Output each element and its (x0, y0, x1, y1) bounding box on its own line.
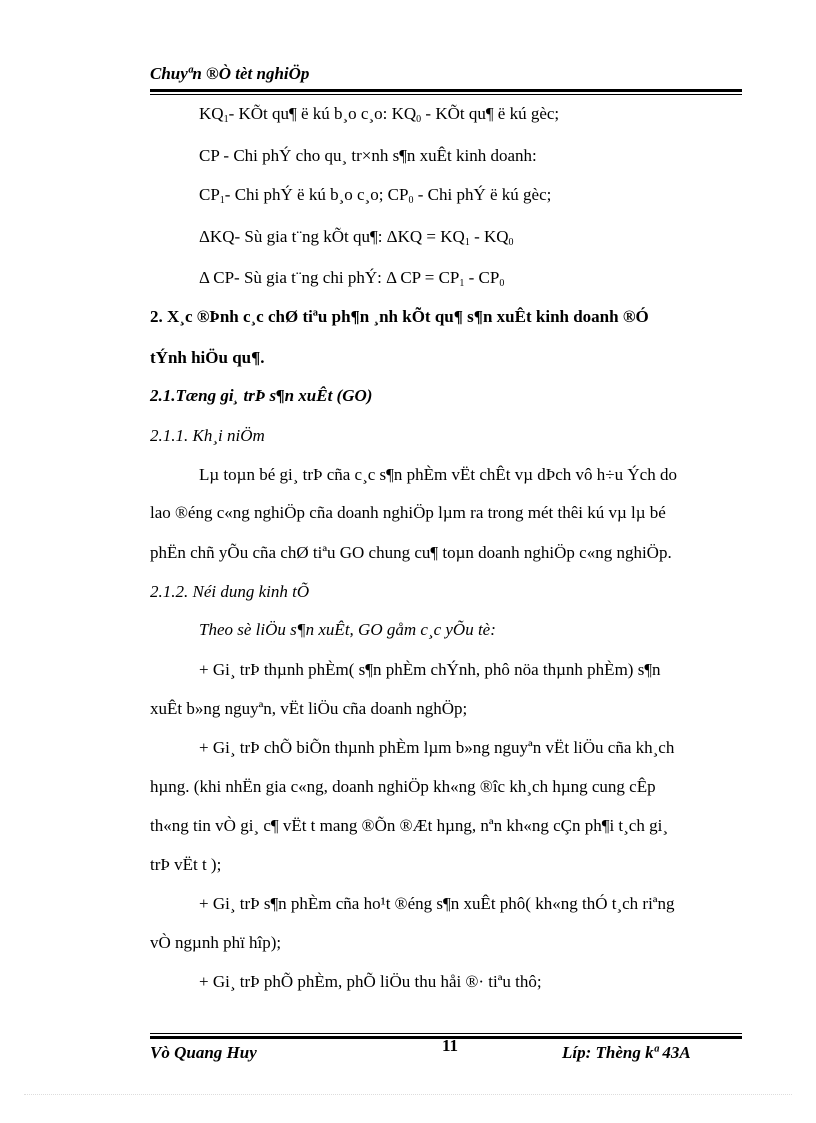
item-2-line-4: trÞ vËt t ); (150, 855, 222, 874)
definition-line-2: lao ®éng c«ng nghiÖp cña doanh nghiÖp lµm ra trong mét thêi kú vµ lµ bé (150, 503, 666, 522)
section-2-1-1-title: 2.1.1. Kh¸i niÖm (150, 426, 265, 445)
section-2-heading-cont: tÝnh hiÖu qu¶. (150, 348, 265, 367)
item-2-line-3: th«ng tin vÒ gi¸ c¶ vËt t mang ®Õn ®Æt hµng, nªn kh«ng cÇn ph¶i t¸ch gi¸ (150, 816, 668, 835)
item-3-line-1: + Gi¸ trÞ s¶n phÈm cña ho¹t ®éng s¶n xuÊt phô( kh«ng thÓ t¸ch riªng (199, 894, 675, 913)
formula-kq: $KQ_1-$ KÕt qu¶ ë kú b¸o c¸o: $KQ_0$ - KÕt qu¶ ë kú gèc; (199, 104, 560, 125)
footer-class: Líp: Thèng kª 43A (562, 1043, 691, 1062)
footer-author: Vò Quang Huy (150, 1043, 257, 1062)
page-number: 11 (442, 1036, 459, 1055)
item-2-line-2: hµng. (khi nhËn gia c«ng, doanh nghiÖp kh«ng ®îc kh¸ch hµng cung cÊp (150, 777, 656, 796)
content-intro: Theo sè liÖu s¶n xuÊt, GO gåm c¸c yÕu tè: (199, 620, 496, 639)
header-rule-thin (150, 94, 742, 95)
definition-line-3: phËn chñ yÕu cña chØ tiªu GO chung cu¶ toµn doanh nghiÖp c«ng nghiÖp. (150, 543, 672, 562)
formula-delta-kq: ΔKQ- Sù gia t¨ng kÕt qu¶: $\Delta KQ = KQ_1 - KQ_0$ (199, 227, 514, 248)
item-1-line-2: xuÊt b»ng nguyªn, vËt liÖu cña doanh nghÖp; (150, 699, 468, 718)
item-1-line-1: + Gi¸ trÞ thµnh phÈm( s¶n phÈm chÝnh, phô nöa thµnh phÈm) s¶n (199, 660, 661, 679)
section-2-heading: 2. X¸c ®Þnh c¸c chØ tiªu ph¶n ¸nh kÕt qu¶ s¶n xuÊt kinh doanh ®Ó (150, 307, 649, 326)
page-bottom-dotted-line (24, 1094, 792, 1095)
section-2-1-2-title: 2.1.2. Néi dung kinh tÕ (150, 582, 310, 601)
header-rule-thick (150, 89, 742, 92)
definition-line-1: Lµ toµn bé gi¸ trÞ cña c¸c s¶n phÈm vËt chÊt vµ dÞch vô h÷u Ých do (199, 465, 677, 484)
section-2-1-title: 2.1.Tæng gi¸ trÞ s¶n xuÊt (GO) (150, 386, 373, 405)
footer-rule-thin (150, 1033, 742, 1034)
formula-cp: CP - Chi phÝ cho qu¸ tr×nh s¶n xuÊt kinh doanh: (199, 146, 537, 165)
item-3-line-2: vÒ ngµnh phï hîp); (150, 933, 282, 952)
page-header-title: Chuyªn ®Ò tèt nghiÖp (150, 64, 310, 83)
item-2-line-1: + Gi¸ trÞ chÕ biÕn thµnh phÈm lµm b»ng nguyªn vËt liÖu cña kh¸ch (199, 738, 675, 757)
item-4-line-1: + Gi¸ trÞ phÕ phÈm, phÕ liÖu thu håi ®· tiªu thô; (199, 972, 542, 991)
formula-cp-periods: $CP_1-$ Chi phÝ ë kú b¸o c¸o; $CP_0$ - Chi phÝ ë kú gèc; (199, 185, 552, 206)
formula-delta-cp: Δ CP- Sù gia t¨ng chi phÝ: Δ CP = $CP_1 - CP_0$ (199, 268, 505, 289)
